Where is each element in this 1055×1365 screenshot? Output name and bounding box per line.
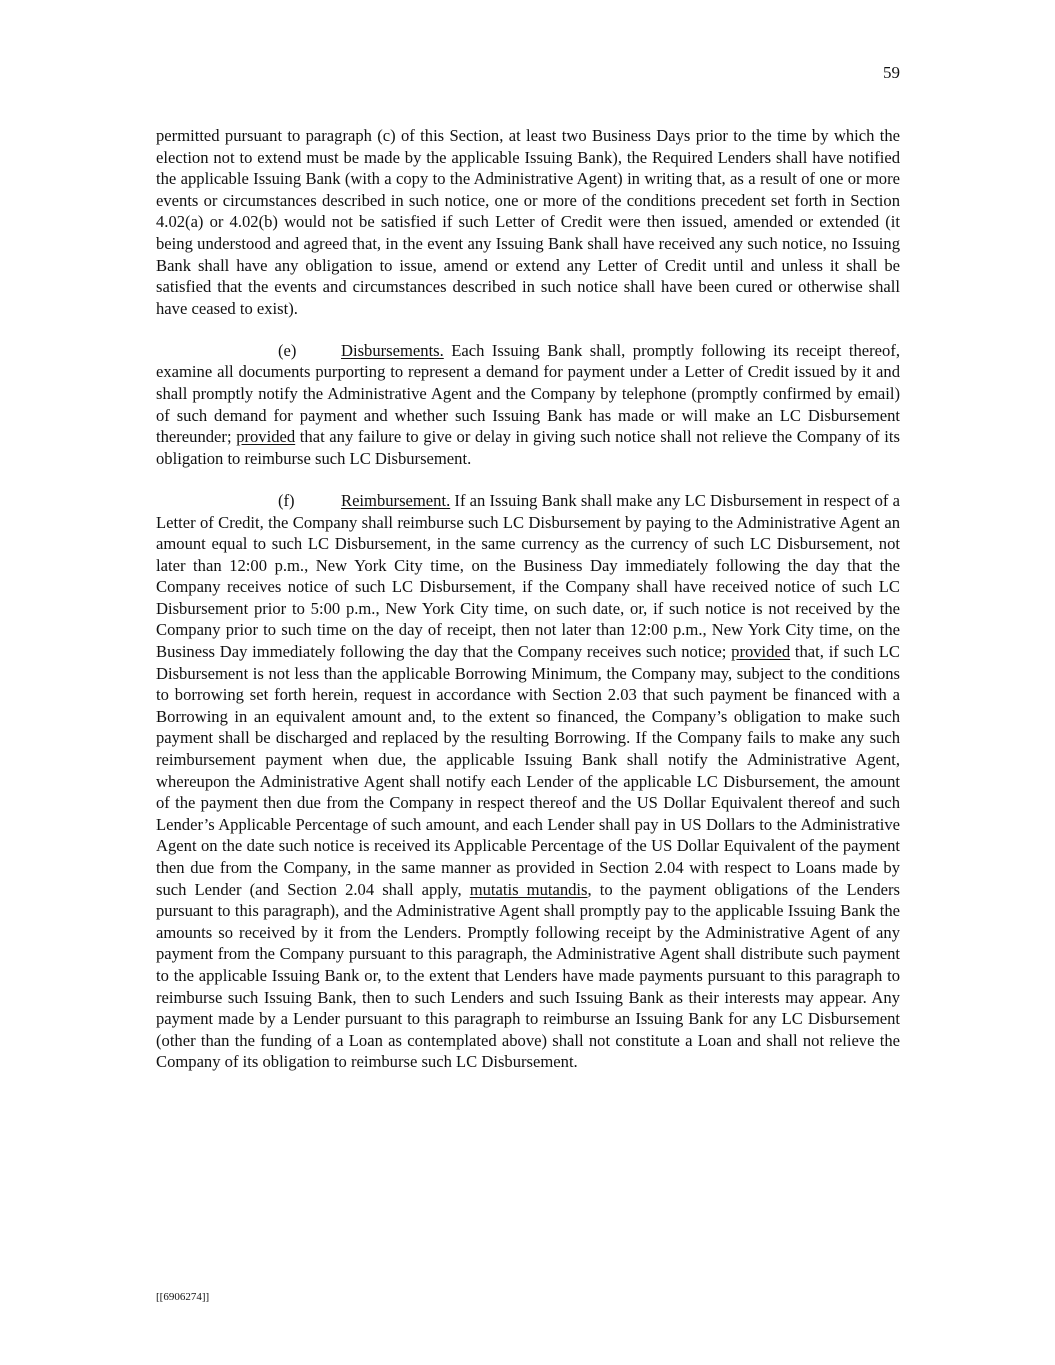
continuation-paragraph: permitted pursuant to paragraph (c) of this Section, at least two Business Days prior to the time by which the election not to extend must be made by the applicable Issuing Bank), the Required Lenders shall have notified the applicable Issuing Bank (with a copy to the Administrative Agent) in writing that, as a result of one or more events or circumstances described in such notice, one or more of the conditions precedent set forth in Section 4.02(a) or 4.02(b) would not be satisfied if such Letter of Credit were then issued, amended or extended (it being understood and agreed that, in the event any Issuing Bank shall have received any such notice, no Issuing Bank shall have any obligation to issue, amend or extend any Letter of Credit until and unless it shall be satisfied that the events and circumstances described in such notice shall have been cured or otherwise shall have ceased to exist). [156,126,900,318]
paragraph-text: , to the payment obligations of the Lenders pursuant to this paragraph), and the Administrative Agent shall promptly pay to the applicable Issuing Bank the amounts so received by it from the Lenders. Promptly following receipt by the Administrative Agent of any payment from the Company pursuant to this paragraph, the Administrative Agent shall distribute such payment to the applicable Issuing Bank or, to the extent that Lenders have made payments pursuant to this paragraph to reimburse such Issuing Bank, then to such Lenders and such Issuing Bank as their interests may appear. Any payment made by a Lender pursuant to this paragraph to reimburse an Issuing Bank for any LC Disbursement (other than the funding of a Loan as contemplated above) shall not constitute a Loan and shall not relieve the Company of its obligation to reimburse such LC Disbursement. [156,879,900,1072]
document-footer-id: [[6906274]] [156,1291,210,1303]
paragraph-text: If an Issuing Bank shall make any LC Disbursement in respect of a Letter of Credit, the Company shall reimburse such LC Disbursement by paying to the Administrative Agent an amount equal to such LC Disbursement, in the same currency as the currency of such LC Disbursement, not later than 12:00 p.m., New York City time, on the Business Day immediately following the day that the Company receives notice of such LC Disbursement, if the Company shall have received notice of such LC Disbursement prior to 5:00 p.m., New York City time, on such date, or, if such notice is not received by the Company prior to such time on the day of receipt, then not later than 12:00 p.m., New York City time, on the Business Day immediately following the day that the Company receives such notice; [156,490,900,662]
paragraph-text: that any failure to give or delay in giving such notice shall not relieve the Company of its obligation to reimburse such LC Disbursement. [156,427,900,468]
mutatis-mutandis-term: mutatis mutandis [469,879,588,899]
paragraph-text: Each Issuing Bank shall, promptly following its receipt thereof, examine all documents purporting to represent a demand for payment under a Letter of Credit issued by it and shall promptly notify the Administrative Agent and the Company by telephone (promptly confirmed by email) of such demand for payment and whether such Issuing Bank has made or will make an LC Disbursement thereunder; [156,340,900,447]
paragraph-text: that, if such LC Disbursement is not less than the applicable Borrowing Minimum, the Company may, subject to the conditions to borrowing set forth herein, request in accordance with Section 2.03 that such payment be financed with a Borrowing in an equivalent amount and, to the extent so financed, the Company’s obligation to make such payment shall be discharged and replaced by the resulting Borrowing. If the Company fails to make any such reimbursement payment when due, the applicable Issuing Bank shall notify the Administrative Agent, whereupon the Administrative Agent shall notify each Lender of the applicable LC Disbursement, the amount of the payment then due from the Company in respect thereof and the US Dollar Equivalent thereof and such Lender’s Applicable Percentage of such amount, and each Lender shall pay in US Dollars to the Administrative Agent on the date such notice is received its Applicable Percentage of the US Dollar Equivalent of the payment then due from the Company, in the same manner as provided in Section 2.04 with respect to Loans made by such Lender (and Section 2.04 shall apply, [156,642,900,899]
document-body [156,125,900,1093]
paragraph-e-disbursements [156,340,900,470]
provided-term: provided [731,642,791,662]
paragraph-marker: (f) [278,490,295,510]
paragraph-f-reimbursement [156,490,900,1073]
provided-term: provided [236,427,296,447]
section-heading: Reimbursement. [341,490,451,510]
page-number: 59 [883,63,900,82]
paragraph-marker: (e) [278,340,297,360]
section-heading: Disbursements. [341,340,444,360]
